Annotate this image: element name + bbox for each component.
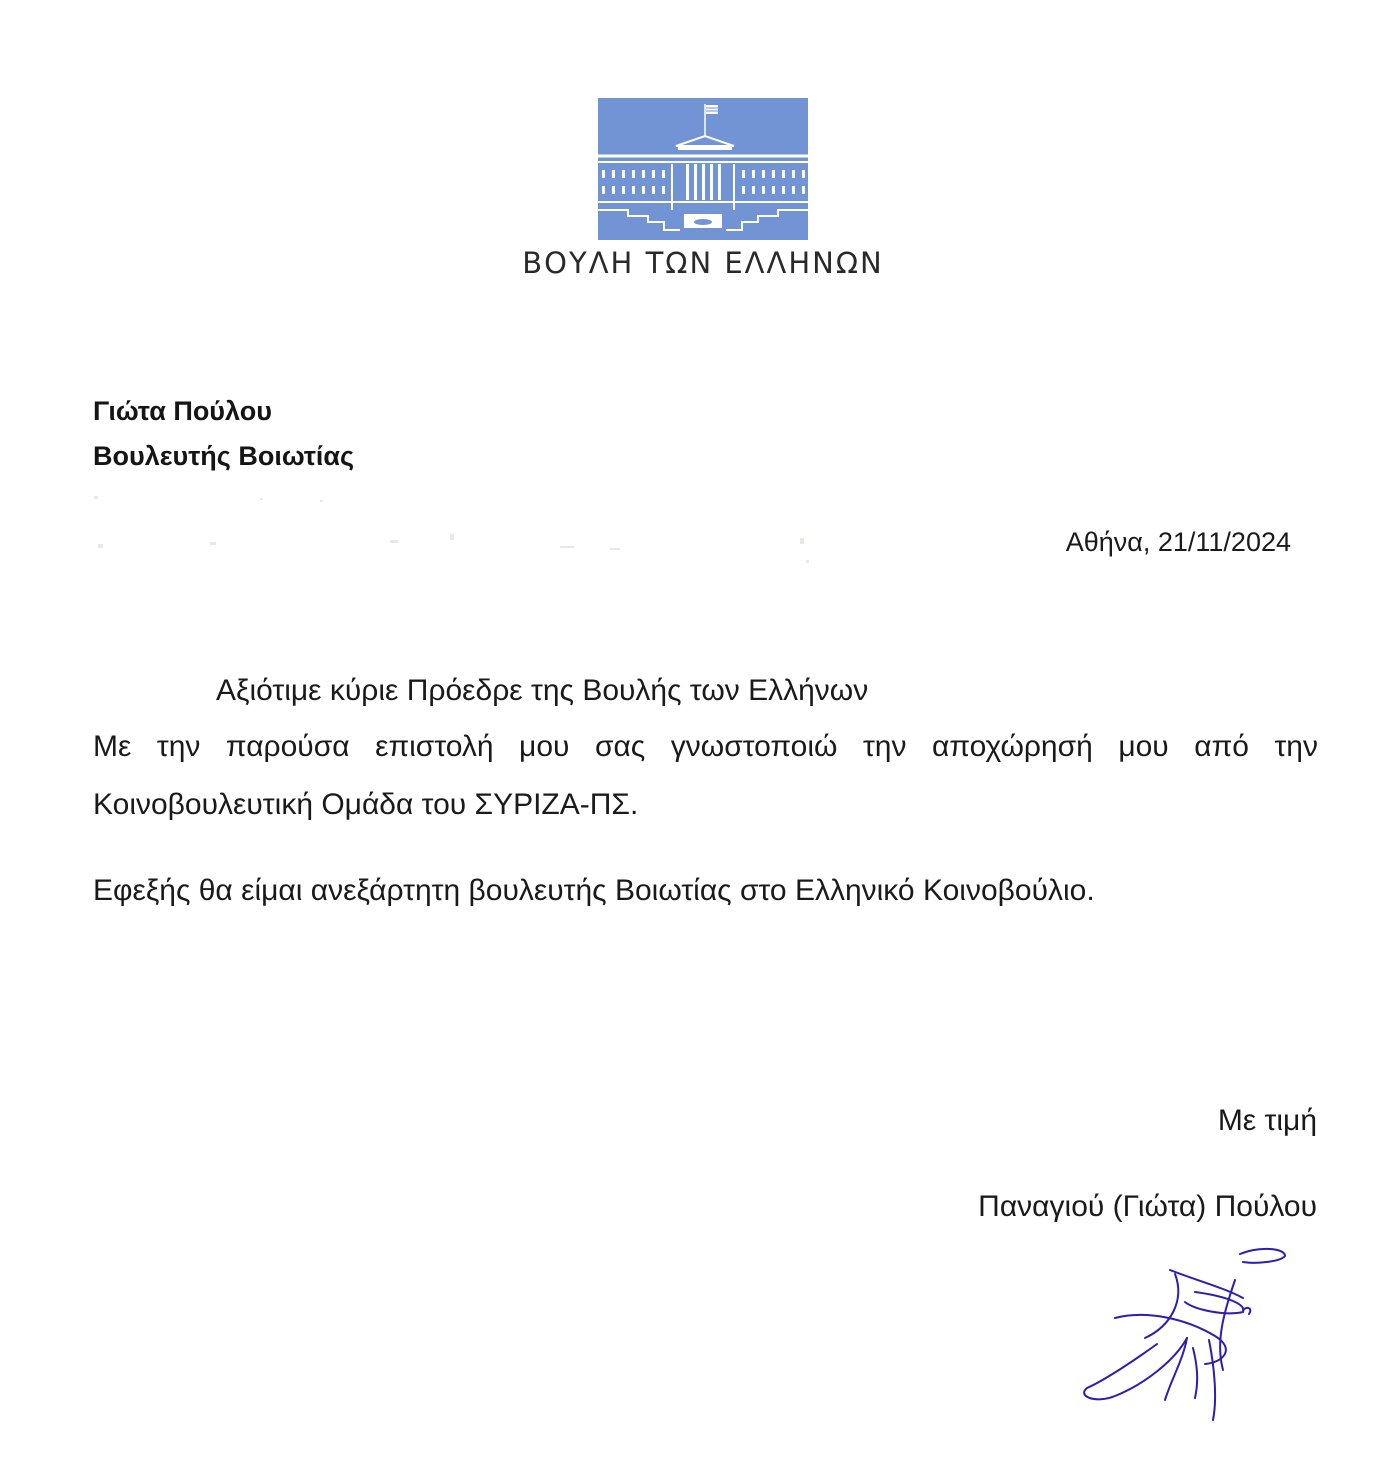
- handwritten-signature: [1075, 1240, 1295, 1425]
- parliament-emblem: [588, 98, 818, 242]
- body-paragraph-2: Εφεξής θα είμαι ανεξάρτητη βουλευτής Βοιωτίας στο Ελληνικό Κοινοβούλιο.: [93, 874, 1095, 907]
- sender-role: Βουλευτής Βοιωτίας: [93, 441, 355, 471]
- signer-name: Παναγιού (Γιώτα) Πούλου: [978, 1190, 1317, 1223]
- sender-name: Γιώτα Πούλου: [93, 396, 272, 426]
- closing-phrase: Με τιμή: [1217, 1104, 1317, 1137]
- organization-name: ΒΟΥΛΗ ΤΩΝ ΕΛΛΗΝΩΝ: [522, 246, 884, 280]
- salutation: Αξιότιμε κύριε Πρόεδρε της Βουλής των Ελλήνων: [216, 674, 869, 707]
- body-paragraph-1: Με την παρούσα επιστολή μου σας γνωστοποιώ την αποχώρησή μου από την Κοινοβουλευτική Ομάδα του ΣΥΡΙΖΑ-ΠΣ.: [93, 730, 1318, 821]
- letter-date: Αθήνα, 21/11/2024: [1065, 527, 1291, 557]
- redacted-area: [90, 490, 820, 570]
